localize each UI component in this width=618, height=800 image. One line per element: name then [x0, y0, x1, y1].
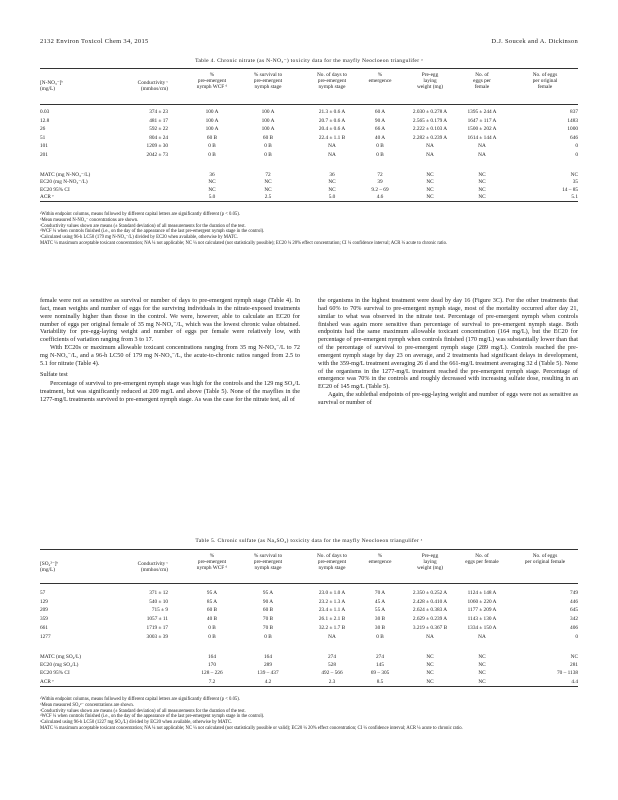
table-cell: 371 ± 12: [149, 590, 168, 596]
column-header: No. of eggs per female: [473, 72, 491, 90]
table-cell: 100 A: [205, 117, 219, 124]
summary-cell: 274: [328, 654, 336, 660]
table-cell: 1500 ± 202 A: [467, 126, 497, 132]
table-cell: 1334 ± 150 A: [467, 624, 497, 631]
summary-cell: 164: [264, 654, 272, 660]
summary-cell: NC: [478, 186, 486, 193]
column-header: No. of eggs per female: [465, 553, 499, 565]
table-cell: NA: [328, 143, 336, 149]
table-cell: NA: [328, 151, 336, 158]
table-cell: 100 A: [261, 109, 275, 115]
summary-cell: NC: [478, 662, 486, 669]
column-header: % survival to pre-emergent nymph stage: [253, 72, 283, 90]
right-column: [318, 297, 578, 407]
table-cell: NA: [478, 143, 486, 149]
table-cell: 60 B: [262, 607, 274, 614]
table-cell: 646: [570, 134, 578, 141]
table-cell: 749: [570, 590, 578, 596]
table-cell: 3.219 ± 0.367 B: [412, 624, 448, 631]
paragraph: Again, the sublethal endpoints of pre-egg-laying weight and number of eggs were not as sensitive as survival or number of: [318, 391, 578, 406]
summary-cell: 2.5: [264, 193, 272, 200]
column-header: No. of eggs per original female: [524, 553, 566, 565]
paragraph: With EC20s or maximum allowable toxicant concentrations ranging from 35 mg N-NO₃⁻/L to 72 mg N-NO₃⁻/L, and a 96-h LC50 of 179 mg N-NO₃⁻/L, the acute-to-chronic ratios ranged from 2.5 to 5.1 for nitrate (Table 4).: [40, 344, 300, 367]
table-cell: 1719 ± 17: [146, 624, 168, 631]
table-cell: 32.2 ± 1.7 B: [318, 624, 346, 631]
table-cell: NA: [426, 151, 434, 158]
summary-cell: ACR ᵉ: [40, 193, 54, 200]
table-cell: 0: [575, 143, 578, 149]
table-cell: 20.4 ± 0.6 A: [318, 126, 346, 132]
table-cell: 70 B: [262, 616, 274, 623]
table-cell: 342: [570, 616, 578, 623]
summary-cell: MATC (mg SO₄/L): [40, 654, 81, 660]
table5-caption: Table 5. Chronic sulfate (as Na₂SO₄) toxicity data for the mayfly Neocloeon triangulifer ᵃ: [195, 538, 423, 544]
table-cell: 481 ± 17: [149, 117, 168, 124]
table-cell: 804 ± 24: [149, 134, 168, 141]
table-cell: 2.565 ± 0.179 A: [412, 117, 448, 124]
summary-cell: 36: [209, 172, 215, 178]
footnote: MATC ¼ maximum acceptable toxicant concentration; NA ¼ not applicable; NC ¼ not calculated (not statistically possible); EC20 ¼ 20% effect concentration; CI ¼ confidence interval; ACR ¼ acute to chronic ratio.: [40, 240, 448, 246]
footnote: ᶜConductivity values shown are means (± Standard deviation) of all measurements for the duration of the test.: [40, 223, 246, 229]
column-header: Conductivity ᶜ (mmhos/cm): [137, 561, 168, 573]
table5-bottom-rule: [40, 686, 578, 687]
table-cell: 57: [40, 590, 46, 596]
table-cell: 2.282 ± 0.239 A: [412, 134, 448, 141]
table4-footnotes: [40, 212, 580, 247]
table-cell: 0 B: [376, 151, 384, 158]
table-cell: 40 A: [374, 134, 386, 141]
table-cell: 100 A: [261, 126, 275, 132]
table-cell: 0 B: [208, 624, 216, 631]
table-cell: 51: [40, 134, 46, 141]
column-header: No. of days to pre-emergent nymph stage: [316, 553, 347, 571]
summary-cell: NC: [426, 670, 434, 677]
summary-cell: 145: [376, 662, 384, 669]
table-cell: 129: [40, 598, 48, 605]
paragraph: the organisms in the highest treatment were dead by day 16 (Figure 3C). For the other treatments that had 60% to 70% survival to pre-emergent nymph stage, most of the mortality occurred after day 21, similar to what was observed in the nitrate test. Percentage of pre-emergent nymph when controls finished was again more sensitive than percentage of survival to pre-emergent nymph stage. Both endpoints had the same maximum allowable toxicant concentration (164 mg/L), but the EC20 for percentage of pre-emergent nymph when controls finished (170 mg/L) was substantially lower than that of the percentage of survival to pre-emergent nymph stage (289 mg/L). Controls reached the pre-emergent nymph stage by day 23 on average, and 2 treatments had significant delays in development, with the 359-mg/L treatment averaging 26 d and the 661-mg/L treatment averaging 32 d (Table 5). None of the organisms in the 1277-mg/L treatment reached the pre-emergent nymph stage. Percentage of emergence was 70% in the controls and roughly decreased with increasing sulfate dose, resulting in an EC20 of 145 mg/L (Table 5).: [318, 297, 578, 391]
table-cell: 1000: [567, 126, 578, 132]
table-cell: 1177 ± 209 A: [467, 607, 497, 614]
summary-cell: 528: [328, 662, 336, 669]
table-cell: 70 B: [262, 624, 274, 631]
table-cell: 20.7 ± 0.6 A: [318, 117, 346, 124]
running-header-right: D.J. Soucek and A. Dickinson: [491, 38, 578, 45]
table-cell: 90 A: [374, 117, 386, 124]
table-cell: 101: [40, 143, 48, 149]
table-cell: 45 A: [374, 598, 386, 605]
summary-cell: NC: [328, 186, 336, 193]
column-header: No. of eggs per original female: [532, 72, 558, 90]
footnote: MATC ¼ maximum acceptable toxicant concentration; NA ¼ not applicable; NC ¼ not calculated (not statistically possible or valid); EC20 ¼ 20% effect concentration; CI ¼ confidence interval; ACR ¼ acute to chronic ratio.: [40, 725, 463, 731]
table-cell: NA: [478, 633, 486, 640]
column-header: [SO₄²⁻]ᵇ (mg/L): [40, 561, 59, 573]
summary-cell: MATC (mg N-NO₃⁻/L): [40, 172, 91, 178]
table-cell: 0 B: [264, 143, 272, 149]
summary-cell: NC: [426, 186, 434, 193]
table-cell: 0 B: [264, 151, 272, 158]
summary-cell: 492 – 566: [321, 670, 343, 677]
footnote: ᵇMean measured N-NO₃⁻ concentrations are shown.: [40, 217, 139, 223]
footnote: ᵈWCF ¼ when controls finished (i.e., on the day of the appearance of the last pre-emergent nymph stage in the control).: [40, 714, 265, 720]
summary-cell: 8.5: [376, 678, 384, 685]
column-header: [N-NO₃⁻]ᵇ (mg/L): [40, 80, 64, 92]
table-cell: 1057 ± 11: [146, 616, 168, 623]
summary-cell: NC: [426, 172, 434, 178]
summary-cell: NC: [208, 186, 216, 193]
table-cell: 0 B: [376, 633, 384, 640]
table-cell: 1209 ± 30: [146, 143, 168, 149]
table-cell: 661: [40, 624, 48, 631]
summary-cell: EC20 95% CI: [40, 186, 70, 193]
summary-cell: 69 – 305: [370, 670, 390, 677]
table-cell: 30 B: [374, 624, 386, 631]
table-cell: 374 ± 23: [149, 109, 168, 115]
table-cell: 85 A: [206, 598, 218, 605]
table-cell: 2042 ± 73: [146, 151, 168, 158]
table-cell: 592 ± 22: [149, 126, 168, 132]
table-cell: 26.1 ± 2.1 B: [318, 616, 346, 623]
summary-cell: NC: [478, 172, 486, 178]
summary-cell: 7.2: [208, 678, 216, 685]
summary-cell: NC: [328, 179, 336, 186]
table-cell: 23.2 ± 1.3 A: [318, 598, 346, 605]
table-cell: 30 B: [374, 616, 386, 623]
summary-cell: 4.2: [264, 678, 272, 685]
summary-cell: 39: [377, 179, 383, 186]
table-cell: 1614 ± 144 A: [467, 134, 497, 141]
column-header: % emergence: [368, 72, 392, 84]
column-header: Pre-egg laying weight (mg): [416, 72, 444, 90]
table4-header-rule: [40, 104, 578, 105]
table-cell: 60 B: [206, 607, 218, 614]
table-cell: 837: [570, 109, 578, 115]
table-cell: 1124 ± 148 A: [467, 590, 497, 596]
table-cell: 406: [570, 624, 578, 631]
table-cell: 446: [570, 598, 578, 605]
table-cell: 100 A: [261, 117, 275, 124]
table-cell: 1647 ± 117 A: [467, 117, 497, 124]
summary-cell: NC: [264, 186, 272, 193]
summary-cell: 36: [329, 172, 335, 178]
table-cell: 1143 ± 130 A: [467, 616, 497, 623]
table-cell: 0 B: [264, 633, 272, 640]
table-cell: 2.350 ± 0.252 A: [412, 590, 448, 596]
table-cell: 21.3 ± 0.6 A: [318, 109, 346, 115]
table-cell: 66 A: [374, 126, 386, 132]
table-cell: 55 A: [374, 607, 386, 614]
summary-cell: 164: [208, 654, 216, 660]
table-cell: 0.03: [40, 109, 50, 115]
table-cell: 209: [40, 607, 48, 614]
table-cell: 2.222 ± 0.103 A: [412, 126, 448, 132]
table-cell: 201: [40, 151, 48, 158]
paragraph: female were not as sensitive as survival or number of days to pre-emergent nymph stage (Table 4). In fact, mean weights and number of eggs for the surviving individuals in the nitrate-exposed treatments were nominally higher than those in the control. We were, however, able to calculate an EC20 for number of eggs per original female of 35 mg N-NO₃⁻/L, which was the lowest chronic value obtained. Variability for pre-egg-laying weight and number of eggs per female were relatively low, with coefficients of variation ranging from 3 to 17.: [40, 297, 300, 344]
table-cell: 22.4 ± 1.1 B: [318, 134, 346, 141]
summary-cell: NC: [426, 179, 434, 186]
summary-cell: 4.4: [571, 678, 578, 685]
table-cell: NA: [328, 633, 336, 640]
footnote: ᵉCalculated using 96-h LC50 (179 mg N-NO₃⁻/L) divided by EC20 when available, otherwise by MATC.: [40, 235, 238, 241]
table-cell: 1395 ± 244 A: [467, 109, 497, 115]
column-header: % pre-emergent nymph WCF ᵈ: [196, 72, 228, 90]
footnote: ᵈWCF ¼ when controls finished (i.e., on the day of the appearance of the last pre-emergent nymph stage in the control).: [40, 229, 265, 235]
summary-cell: 170: [208, 662, 216, 669]
column-header: % pre-emergent nymph WCF ᵈ: [196, 553, 228, 571]
table-cell: 12.8: [40, 117, 50, 124]
table-cell: 40 B: [206, 616, 218, 623]
summary-cell: 289: [264, 662, 272, 669]
summary-cell: 70 – 1138: [557, 670, 578, 677]
table-cell: 90 A: [262, 598, 274, 605]
table-cell: 0: [575, 633, 578, 640]
table-cell: 0 B: [376, 143, 384, 149]
column-header: No. of days to pre-emergent nymph stage: [316, 72, 347, 90]
summary-cell: NC: [208, 179, 216, 186]
table-cell: 1060 ± 220 A: [467, 598, 497, 605]
footnote: ᵃWithin endpoint columns, means followed by different capital letters are significantly different (p < 0.05).: [40, 697, 240, 702]
summary-cell: NC: [478, 678, 486, 685]
table-cell: 3003 ± 39: [146, 633, 168, 640]
summary-cell: 9.2 – 69: [371, 186, 389, 193]
summary-cell: NC: [478, 193, 486, 200]
summary-cell: NC: [478, 670, 486, 677]
table-cell: 2.030 ± 0.278 A: [412, 109, 448, 115]
table-cell: 60 B: [206, 134, 218, 141]
summary-cell: EC20 (mg SO₄/L): [40, 662, 79, 669]
table-cell: 95 A: [262, 590, 274, 596]
summary-cell: 72: [377, 172, 383, 178]
table-cell: NA: [478, 151, 486, 158]
table-cell: 645: [570, 607, 578, 614]
table-cell: 0 B: [208, 151, 216, 158]
table-cell: 60 B: [262, 134, 274, 141]
footnote: ᵉCalculated using 96-h LC50 (1227 mg SO₄/L) divided by EC20 when available, otherwise by MATC.: [40, 720, 233, 726]
table4-top-rule: [40, 68, 578, 69]
summary-cell: 14 – 85: [562, 186, 578, 193]
column-header: Pre-egg laying weight (mg): [416, 553, 444, 571]
footnote: ᵇMean measured SO₄²⁻ concentrations are shown.: [40, 702, 134, 708]
summary-cell: ACR ᵉ: [40, 678, 54, 685]
table-cell: 1277: [40, 633, 51, 640]
table-cell: 0: [575, 151, 578, 158]
summary-cell: NC: [264, 179, 272, 186]
summary-cell: 72: [265, 172, 271, 178]
table-cell: 715 ± 9: [151, 607, 168, 614]
table-cell: 2.428 ± 0.410 A: [412, 598, 448, 605]
footnote: ᵃWithin endpoint columns, means followed by different capital letters are significantly different (p < 0.05).: [40, 212, 240, 217]
column-header: Conductivity ᶜ (mmhos/cm): [137, 80, 168, 92]
summary-cell: NC: [426, 678, 434, 685]
paragraph: Percentage of survival to pre-emergent nymph stage was high for the controls and the 129 mg SO₄/L treatment, but was significantly reduced at 209 mg/L and above (Table 5). None of the mayflies in the 1277-mg/L treatments survived to pre-emergent nymph stage. As was the case for the nitrate test, all of: [40, 380, 300, 404]
left-column: [40, 297, 300, 404]
table-cell: 0 B: [208, 633, 216, 640]
summary-cell: NC: [478, 654, 486, 660]
table-cell: 359: [40, 616, 48, 623]
summary-cell: NC: [426, 193, 434, 200]
table-cell: 70 A: [374, 590, 386, 596]
summary-cell: 5.0: [328, 193, 336, 200]
table5-top-rule: [40, 549, 578, 550]
summary-cell: 35: [572, 179, 578, 186]
table-cell: NA: [426, 633, 434, 640]
summary-cell: EC20 (mg N-NO₃⁻/L): [40, 179, 88, 186]
table4-bottom-rule: [40, 201, 578, 202]
table-cell: 1483: [567, 117, 578, 124]
summary-cell: 4.6: [376, 193, 384, 200]
running-header-left: 2132 Environ Toxicol Chem 34, 2015: [40, 38, 149, 45]
summary-cell: 274: [376, 654, 384, 660]
table-cell: 2.629 ± 0.239 A: [412, 616, 448, 623]
table5-footnotes: [40, 697, 580, 732]
table-cell: 540 ± 10: [149, 598, 168, 605]
summary-cell: NC: [426, 654, 434, 660]
column-header: % survival to pre-emergent nymph stage: [253, 553, 283, 571]
summary-cell: 139 – 437: [257, 670, 279, 677]
summary-cell: 2.3: [328, 678, 336, 685]
table-cell: 23.4 ± 1.1 A: [318, 607, 346, 614]
summary-cell: NC: [426, 662, 434, 669]
table-cell: 100 A: [205, 126, 219, 132]
table-cell: 95 A: [206, 590, 218, 596]
summary-cell: NC: [570, 654, 578, 660]
summary-cell: EC20 95% CI: [40, 670, 70, 677]
summary-cell: NC: [570, 172, 578, 178]
summary-cell: 128 – 226: [201, 670, 223, 677]
table-cell: 60 A: [374, 109, 386, 115]
table5-header-rule: [40, 583, 578, 584]
table-cell: 0 B: [208, 143, 216, 149]
table-cell: 100 A: [205, 109, 219, 115]
section-heading: Sulfate test: [40, 370, 68, 378]
summary-cell: NC: [478, 179, 486, 186]
table4-caption: Table 4. Chronic nitrate (as N-NO₃⁻) toxicity data for the mayfly Neocloeon triangulifer ᵃ: [195, 58, 423, 64]
column-header: % emergence: [368, 553, 392, 565]
table-cell: 23.0 ± 1.0 A: [318, 590, 346, 596]
table-cell: 2.624 ± 0.383 A: [412, 607, 448, 614]
table-cell: NA: [426, 143, 434, 149]
summary-cell: 281: [570, 662, 578, 669]
summary-cell: 5.1: [571, 193, 578, 200]
footnote: ᶜConductivity values shown are means (± Standard deviation) of all measurements for the duration of the test.: [40, 708, 246, 714]
table-cell: 26: [40, 126, 46, 132]
summary-cell: 5.0: [208, 193, 216, 200]
